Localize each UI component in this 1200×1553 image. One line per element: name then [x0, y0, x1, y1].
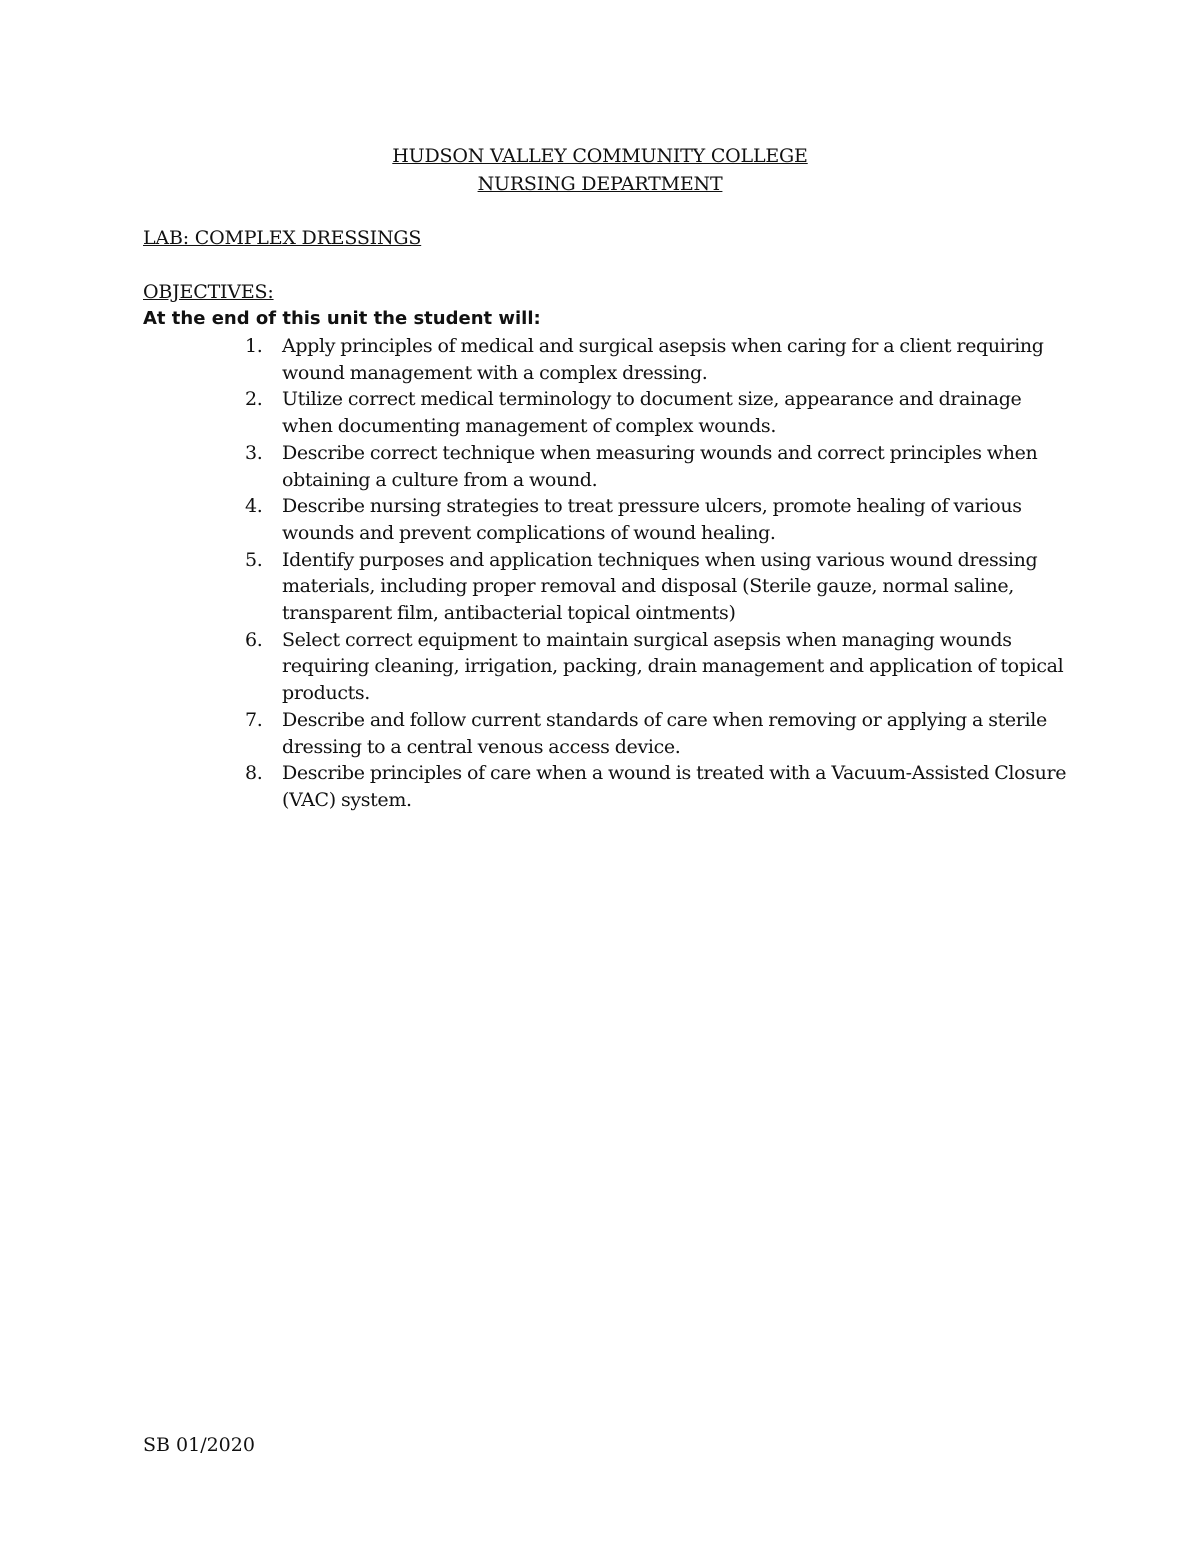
objective-text: Identify purposes and application techniques when using various wound dressing materials, including proper removal and disposal (Sterile gauze, normal saline, transparent film, antibacterial topical ointments) — [282, 548, 1038, 625]
objective-text: Select correct equipment to maintain surgical asepsis when managing wounds requiring cleaning, irrigation, packing, drain management and application of topical products. — [282, 628, 1064, 705]
objective-number: 6. — [245, 628, 263, 651]
objective-item — [236, 333, 1076, 386]
objective-text: Describe correct technique when measuring wounds and correct principles when obtaining a culture from a wound. — [282, 441, 1038, 491]
objective-text: Describe and follow current standards of care when removing or applying a sterile dressing to a central venous access device. — [282, 708, 1047, 758]
objective-number: 1. — [245, 335, 263, 357]
objectives-intro: At the end of this unit the student will: — [143, 308, 541, 329]
objective-item — [236, 627, 1076, 707]
objectives-list — [236, 333, 1076, 814]
objective-text: Apply principles of medical and surgical asepsis when caring for a client requiring wound management with a complex dressing. — [282, 335, 1044, 384]
objective-text: Describe principles of care when a wound is treated with a Vacuum-Assisted Closure (VAC) system. — [282, 762, 1067, 811]
objective-item — [236, 547, 1076, 627]
department-name: NURSING DEPARTMENT — [477, 173, 723, 195]
objective-item — [236, 440, 1076, 493]
objective-text: Describe nursing strategies to treat pressure ulcers, promote healing of various wounds and prevent complications of wound healing. — [282, 495, 1022, 544]
institution-name: HUDSON VALLEY COMMUNITY COLLEGE — [392, 145, 808, 167]
objective-number: 7. — [245, 708, 263, 731]
objectives-heading: OBJECTIVES: — [143, 281, 274, 303]
objective-item — [236, 493, 1076, 546]
objective-item — [236, 707, 1076, 760]
objective-number: 3. — [245, 441, 263, 464]
objective-item — [236, 386, 1076, 439]
objective-number: 8. — [245, 762, 263, 785]
objective-number: 4. — [245, 495, 263, 518]
objective-number: 2. — [245, 388, 263, 411]
lab-title: LAB: COMPLEX DRESSINGS — [143, 227, 422, 249]
objective-number: 5. — [245, 548, 263, 571]
objective-item — [236, 760, 1076, 813]
document-header — [0, 142, 1200, 198]
objective-text: Utilize correct medical terminology to document size, appearance and drainage when documenting management of complex wounds. — [282, 388, 1022, 438]
document-footer: SB 01/2020 — [143, 1434, 255, 1456]
